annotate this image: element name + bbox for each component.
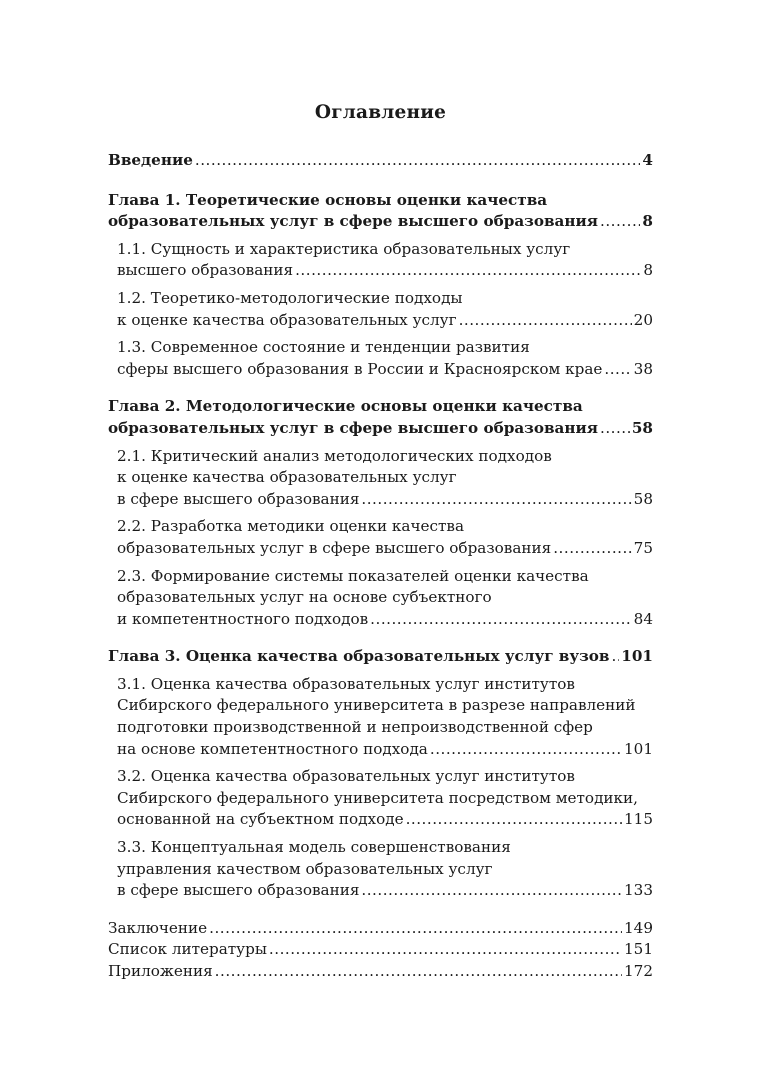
toc-dot-leader bbox=[209, 918, 622, 940]
toc-entry-line: 3.3. Концептуальная модель совершенствования bbox=[117, 838, 511, 857]
toc-entry-line: управления качеством образовательных услуг bbox=[117, 859, 493, 878]
toc-title: Оглавление bbox=[314, 102, 447, 123]
toc-entry-title: Заключение bbox=[108, 918, 208, 937]
toc-dot-leader bbox=[553, 538, 631, 560]
toc-page-number: 115 bbox=[624, 810, 653, 829]
toc-entry-line: 2.2. Разработка методики оценки качества bbox=[117, 517, 465, 536]
toc-entry-line: к оценке качества образовательных услуг bbox=[117, 468, 457, 487]
toc-entry-line: Сибирского федерального университета в разрезе направлений bbox=[117, 696, 636, 715]
toc-entry-title: к оценке качества образовательных услуг bbox=[117, 310, 457, 329]
toc-page-number: 4 bbox=[642, 151, 653, 169]
toc-entry-section-1-1[interactable] bbox=[108, 239, 653, 282]
toc-entry-chapter-2[interactable] bbox=[108, 396, 653, 439]
toc-entry-title: Глава 3. Оценка качества образовательных услуг вузов bbox=[108, 647, 610, 666]
toc-entry-section-3-1[interactable] bbox=[108, 674, 653, 760]
toc-entry-section-2-2[interactable] bbox=[108, 516, 653, 559]
toc-entry-line: 2.1. Критический анализ методологических подходов bbox=[117, 446, 552, 465]
toc-dot-leader bbox=[600, 211, 640, 233]
toc-entry-section-2-3[interactable] bbox=[108, 566, 653, 631]
toc-dot-leader bbox=[361, 489, 631, 511]
toc-page-number: 133 bbox=[624, 881, 653, 900]
toc-page-number: 151 bbox=[624, 940, 653, 959]
toc-dot-leader bbox=[459, 310, 632, 332]
toc-dot-leader bbox=[611, 646, 619, 668]
toc-entry-chapter-3[interactable] bbox=[108, 646, 653, 668]
toc-dot-leader bbox=[361, 880, 622, 902]
toc-entry-conclusion[interactable] bbox=[108, 918, 653, 940]
toc-entry-title: сферы высшего образования в России и Красноярском крае bbox=[117, 359, 603, 378]
toc-page-number: 58 bbox=[633, 489, 653, 508]
toc-entry-title: основанной на субъектном подходе bbox=[117, 810, 404, 829]
toc-page-number: 58 bbox=[631, 418, 653, 437]
toc-dot-leader bbox=[604, 359, 631, 381]
toc-page-number: 101 bbox=[624, 739, 653, 758]
toc-entry-section-2-1[interactable] bbox=[108, 446, 653, 511]
toc-entry-title: на основе компетентностного подхода bbox=[117, 739, 428, 758]
toc-dot-leader bbox=[295, 260, 641, 282]
toc-page-number: 101 bbox=[621, 647, 653, 666]
toc-entry-line: Глава 1. Теоретические основы оценки качества bbox=[108, 190, 548, 209]
toc-entry-references[interactable] bbox=[108, 939, 653, 961]
toc-dot-leader bbox=[370, 609, 632, 631]
toc-page-number: 84 bbox=[633, 609, 653, 628]
toc-entry-section-3-3[interactable] bbox=[108, 837, 653, 902]
toc-dot-leader bbox=[215, 961, 622, 983]
toc-entry-title: в сфере высшего образования bbox=[117, 881, 360, 900]
toc-dot-leader bbox=[406, 809, 622, 831]
toc-entry-title: образовательных услуг в сфере высшего образования bbox=[108, 212, 598, 231]
toc-entry-title: в сфере высшего образования bbox=[117, 489, 360, 508]
toc-entry-line: Глава 2. Методологические основы оценки качества bbox=[108, 397, 583, 416]
toc-entry-line: образовательных услуг на основе субъектного bbox=[117, 588, 492, 607]
toc-page-number: 172 bbox=[624, 962, 653, 980]
toc-entry-title: Введение bbox=[108, 151, 193, 169]
toc-entry-section-3-2[interactable] bbox=[108, 766, 653, 831]
toc-entry-appendices[interactable] bbox=[108, 961, 653, 983]
toc-page-number: 20 bbox=[633, 310, 653, 329]
toc-dot-leader bbox=[195, 150, 641, 172]
toc-entry-line: подготовки производственной и непроизводственной сфер bbox=[117, 718, 593, 737]
toc-entry-title: и компетентностного подходов bbox=[117, 609, 369, 628]
toc-entry-line: 1.2. Теоретико-методологические подходы bbox=[117, 288, 463, 307]
toc-entry-intro[interactable] bbox=[108, 150, 653, 172]
toc-entry-chapter-1[interactable] bbox=[108, 190, 653, 233]
toc-entry-line: 1.1. Сущность и характеристика образовательных услуг bbox=[117, 239, 571, 258]
toc-page-number: 38 bbox=[633, 359, 653, 378]
toc-entry-line: 2.3. Формирование системы показателей оценки качества bbox=[117, 566, 589, 585]
toc-dot-leader bbox=[600, 418, 630, 440]
toc-entry-line: 3.2. Оценка качества образовательных услуг институтов bbox=[117, 767, 575, 786]
toc-entry-title: Приложения bbox=[108, 962, 213, 980]
toc-entry-title: образовательных услуг в сфере высшего образования bbox=[108, 418, 598, 437]
toc-page bbox=[108, 98, 653, 983]
toc-entry-title: высшего образования bbox=[117, 261, 294, 280]
toc-dot-leader bbox=[269, 939, 622, 961]
toc-entry-title: образовательных услуг в сфере высшего образования bbox=[117, 538, 552, 557]
toc-page-number: 8 bbox=[643, 261, 653, 280]
toc-entry-title: Список литературы bbox=[108, 940, 267, 959]
toc-page-number: 75 bbox=[633, 538, 653, 557]
toc-entry-line: 3.1. Оценка качества образовательных услуг институтов bbox=[117, 674, 575, 693]
toc-page-number: 149 bbox=[624, 918, 653, 937]
toc-entry-section-1-2[interactable] bbox=[108, 288, 653, 331]
toc-entry-line: 1.3. Современное состояние и тенденции развития bbox=[117, 338, 530, 357]
toc-dot-leader bbox=[430, 739, 622, 761]
toc-entry-line: Сибирского федерального университета посредством методики, bbox=[117, 788, 638, 807]
toc-entry-section-1-3[interactable] bbox=[108, 337, 653, 380]
toc-page-number: 8 bbox=[642, 212, 653, 231]
